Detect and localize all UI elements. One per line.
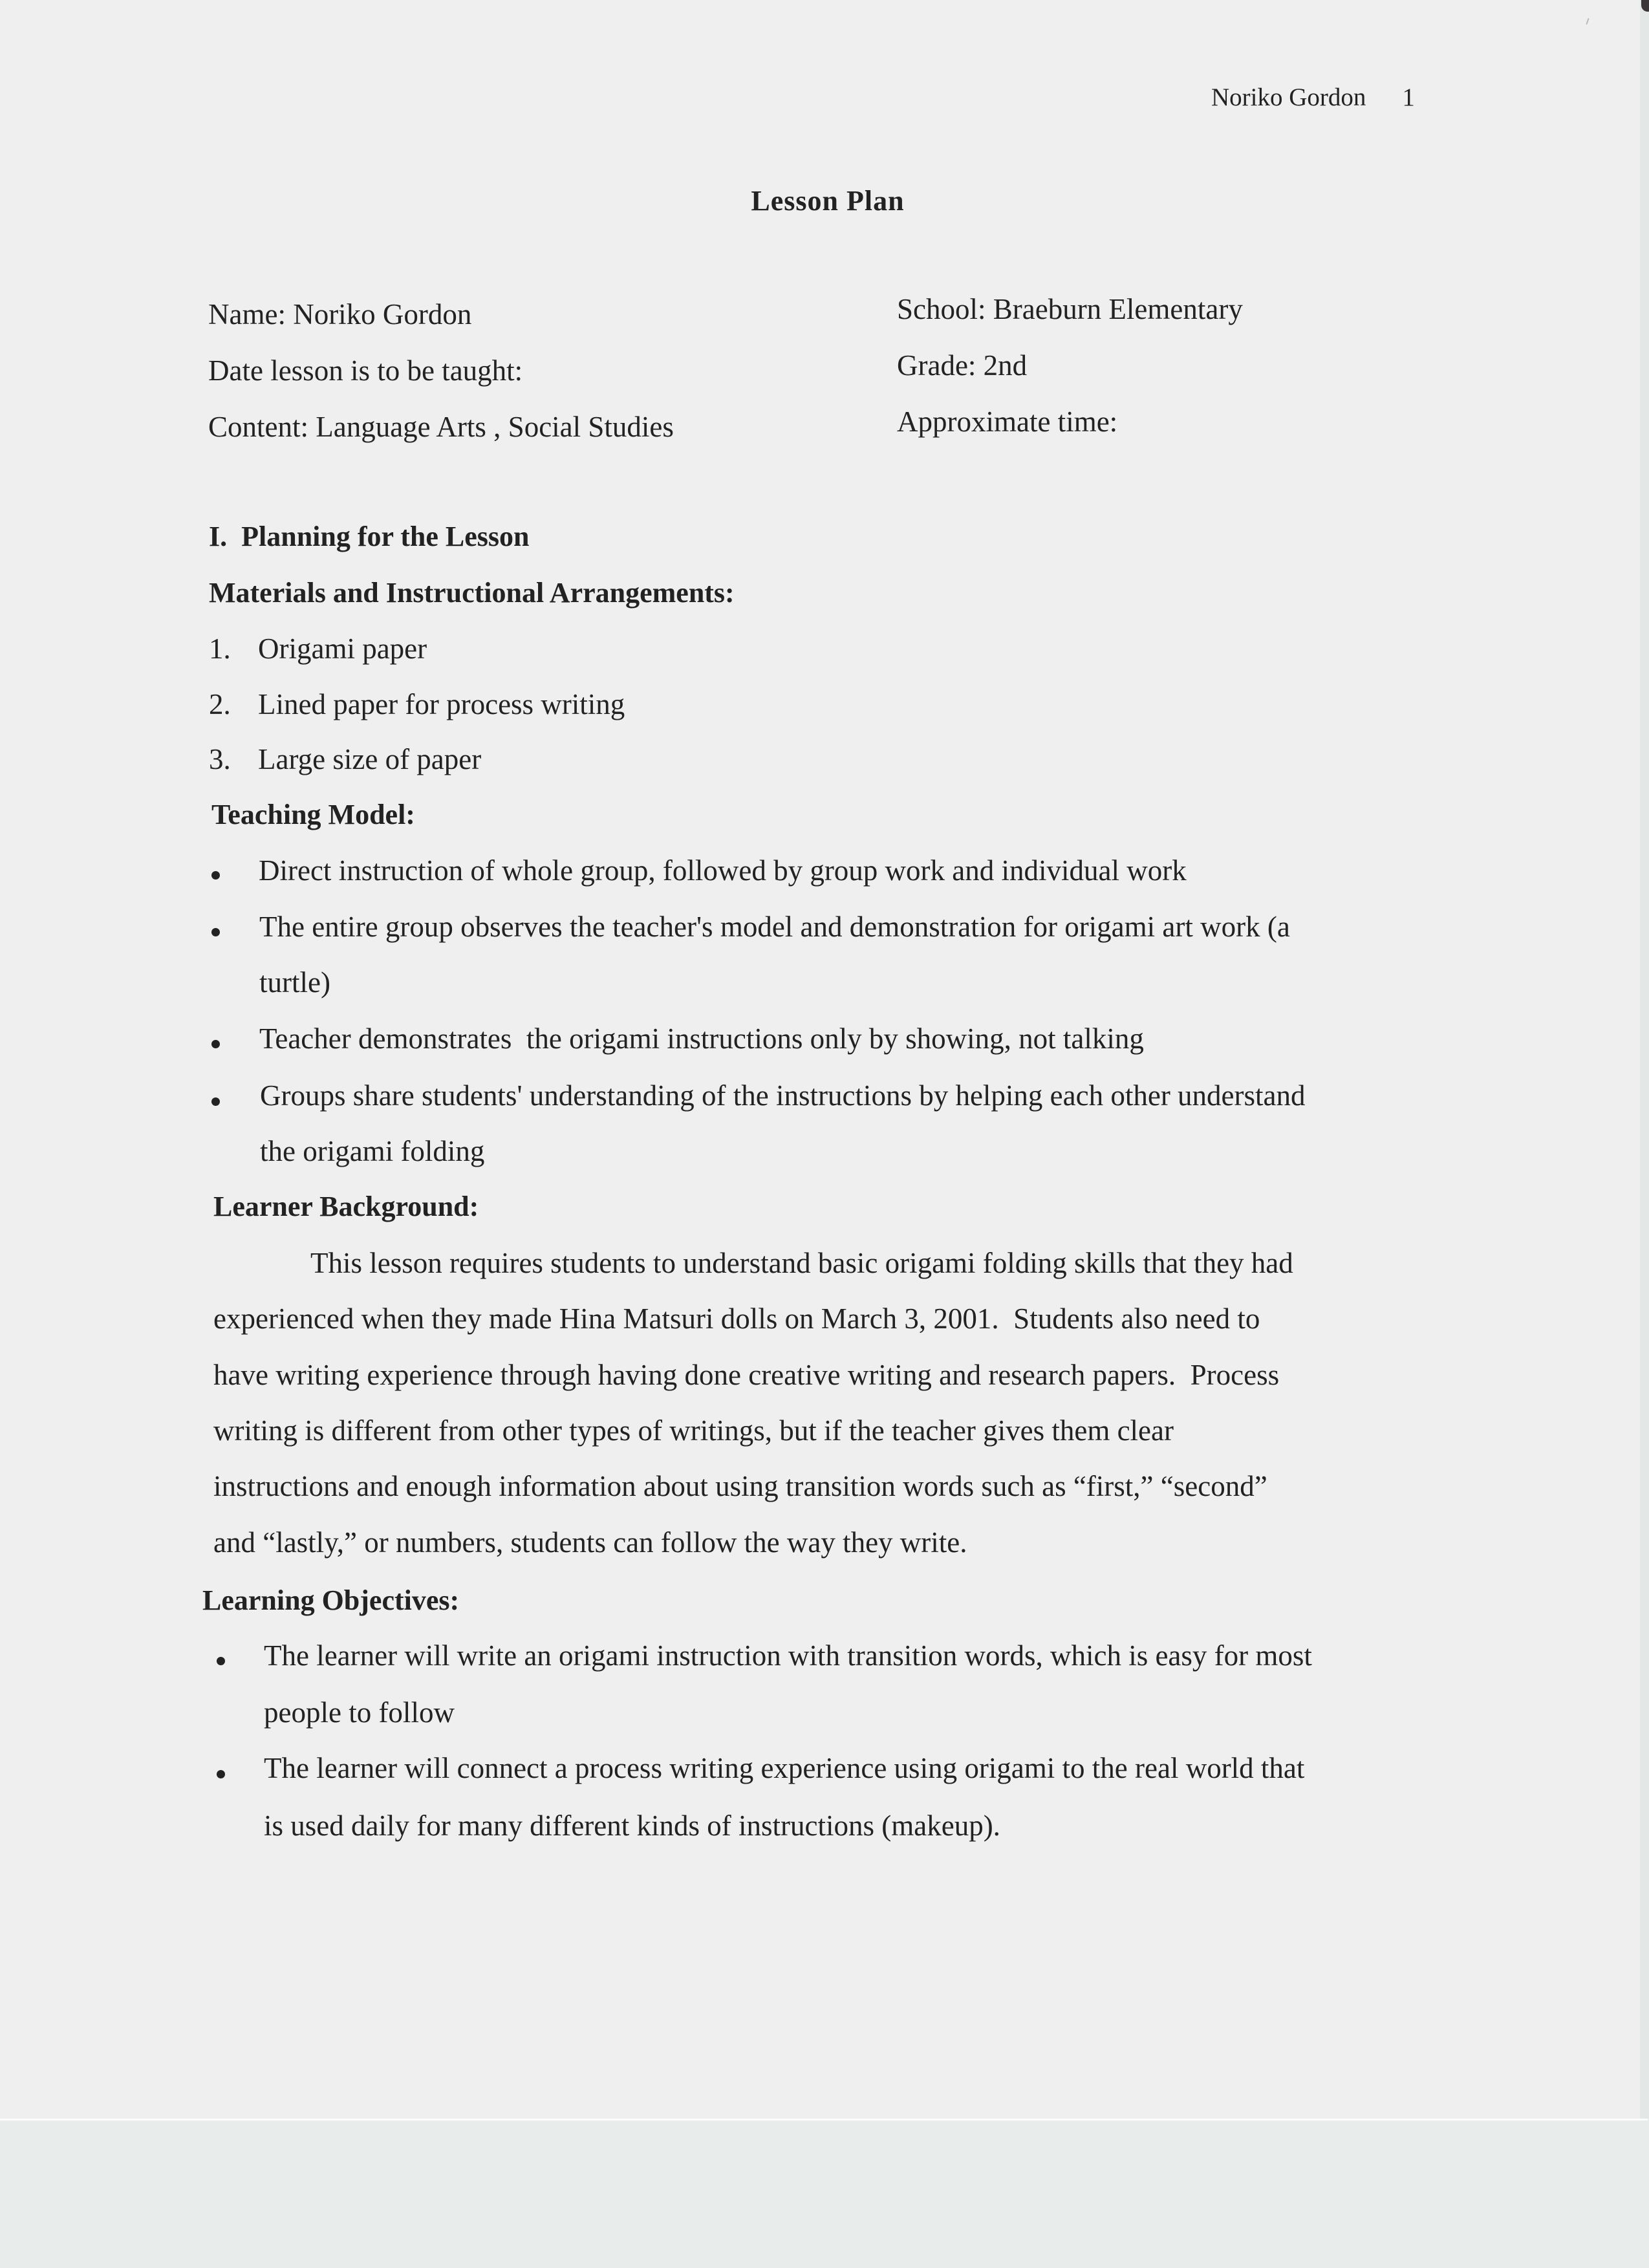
objective-bullet-text: The learner will write an origami instruction with transition words, which is easy for most	[264, 1639, 1312, 1672]
paper-right-edge	[1640, 0, 1649, 2119]
section-heading: I. Planning for the Lesson	[209, 521, 530, 552]
materials-item	[209, 740, 482, 779]
teaching-bullet-text: Groups share students' understanding of the instructions by helping each other understand	[260, 1079, 1306, 1112]
info-grade: Grade: 2nd	[897, 349, 1028, 382]
bullet-icon	[211, 871, 220, 880]
learning-objectives-heading: Learning Objectives:	[202, 1584, 460, 1616]
info-content: Content: Language Arts , Social Studies	[208, 411, 674, 443]
running-header	[1211, 83, 1415, 112]
info-left-column	[208, 295, 674, 464]
document-title-text: Lesson Plan	[751, 185, 905, 217]
materials-heading: Materials and Instructional Arrangements:	[209, 577, 735, 609]
objective-bullet-text: The learner will connect a process writing experience using origami to the real world that	[264, 1752, 1305, 1784]
list-text: Large size of paper	[258, 743, 482, 775]
objective-bullet-text: is used daily for many different kinds of instructions (makeup).	[264, 1809, 1000, 1842]
teaching-bullet-text: the origami folding	[260, 1135, 485, 1167]
learner-background-heading: Learner Background:	[213, 1191, 479, 1222]
bullet-icon	[211, 928, 220, 936]
background-paragraph-line: instructions and enough information about using transition words such as “first,” “second”	[213, 1470, 1267, 1502]
background-paragraph-line: This lesson requires students to understand basic origami folding skills that they had	[310, 1247, 1293, 1279]
materials-item	[209, 685, 625, 724]
info-right-column	[897, 290, 1243, 459]
info-name: Name: Noriko Gordon	[208, 298, 472, 330]
info-time: Approximate time:	[897, 405, 1118, 438]
teaching-model-heading: Teaching Model:	[211, 799, 415, 830]
background-paragraph-line: writing is different from other types of writings, but if the teacher gives them clear	[213, 1414, 1174, 1447]
teaching-bullet-text: Teacher demonstrates the origami instructions only by showing, not talking	[259, 1022, 1144, 1055]
list-text: Lined paper for process writing	[258, 688, 625, 720]
list-number: 1.	[209, 632, 231, 665]
background-paragraph-line: and “lastly,” or numbers, students can follow the way they write.	[213, 1526, 967, 1559]
list-number: 3.	[209, 743, 231, 775]
scanner-background	[0, 2121, 1649, 2268]
document-title	[0, 184, 1649, 217]
info-date: Date lesson is to be taught:	[208, 354, 523, 387]
page-number: 1	[1402, 83, 1415, 111]
teaching-bullet-text: Direct instruction of whole group, followed by group work and individual work	[259, 854, 1187, 887]
bullet-icon	[211, 1097, 220, 1106]
teaching-bullet-text: turtle)	[259, 966, 330, 999]
teaching-bullet-text: The entire group observes the teacher's model and demonstration for origami art work (a	[259, 911, 1290, 943]
background-paragraph-line: experienced when they made Hina Matsuri dolls on March 3, 2001. Students also need to	[213, 1302, 1260, 1335]
info-school: School: Braeburn Elementary	[897, 293, 1243, 325]
list-text: Origami paper	[258, 632, 427, 665]
background-paragraph-line: have writing experience through having done creative writing and research papers. Process	[213, 1359, 1280, 1391]
header-author: Noriko Gordon	[1211, 83, 1366, 111]
materials-item	[209, 629, 427, 668]
bullet-icon	[211, 1040, 220, 1048]
objective-bullet-text: people to follow	[264, 1696, 455, 1729]
bullet-icon	[217, 1770, 225, 1778]
bullet-icon	[217, 1657, 225, 1665]
list-number: 2.	[209, 688, 231, 720]
